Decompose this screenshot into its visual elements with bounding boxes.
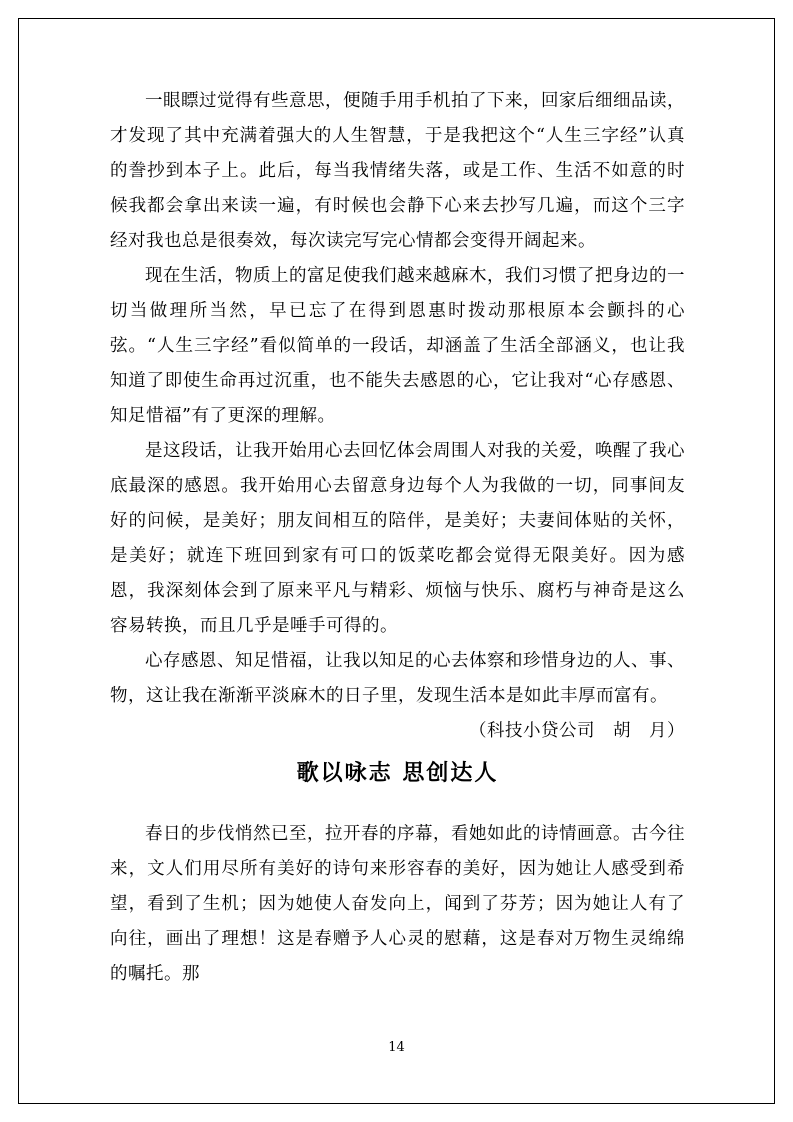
section-title: 歌以咏志 思创达人: [296, 761, 499, 786]
document-body: [110, 84, 685, 992]
paragraph-4: [110, 644, 685, 741]
paragraph-2: 现在生活，物质上的富足使我们越来越麻木，我们习惯了把身边的一切当做理所当然，早已忘了在得到恩惠时拨动那根原本会颤抖的心弦。“人生三字经”看似简单的一段话，却涵盖了生活全部涵义，也让我知道了即使生命再过沉重，也不能失去感恩的心，它让我对“心存感恩、知足惜福”有了更深的理解。: [110, 266, 685, 426]
article-signature: （科技小贷公司 胡 月）: [469, 721, 685, 741]
paragraph-1: 一眼瞟过觉得有些意思，便随手用手机拍了下来，回家后细细品读，才发现了其中充满着强大的人生智慧，于是我把这个“人生三字经”认真的誊抄到本子上。此后，每当我情绪失落，或是工作、生活不如意的时候我都会拿出来读一遍，有时候也会静下心来去抄写几遍，而这个三字经对我也总是很奏效，每次读完写完心情都会变得开阔起来。: [110, 91, 685, 251]
paragraph-4-text: 心存感恩、知足惜福，让我以知足的心去体察和珍惜身边的人、事、物，这让我在渐渐平淡麻木的日子里，发现生活本是如此丰厚而富有。: [110, 651, 685, 706]
paragraph-3: 是这段话，让我开始用心去回忆体会周围人对我的关爱，唤醒了我心底最深的感恩。我开始用心去留意身边每个人为我做的一切，同事间友好的问候，是美好；朋友间相互的陪伴，是美好；夫妻间体贴的关怀，是美好；就连下班回到家有可口的饭菜吃都会觉得无限美好。因为感恩，我深刻体会到了原来平凡与精彩、烦恼与快乐、腐朽与神奇是这么容易转换，而且几乎是唾手可得的。: [110, 441, 685, 636]
page-number: 14: [388, 1040, 405, 1055]
section-paragraph-1: 春日的步伐悄然已至，拉开春的序幕，看她如此的诗情画意。古今往来，文人们用尽所有美好的诗句来形容春的美好，因为她让人感受到希望，看到了生机；因为她使人奋发向上，闻到了芬芳；因为她让人有了向往，画出了理想！这是春赠予人心灵的慰藉，这是春对万物生灵绵绵的嘱托。那: [110, 824, 685, 984]
